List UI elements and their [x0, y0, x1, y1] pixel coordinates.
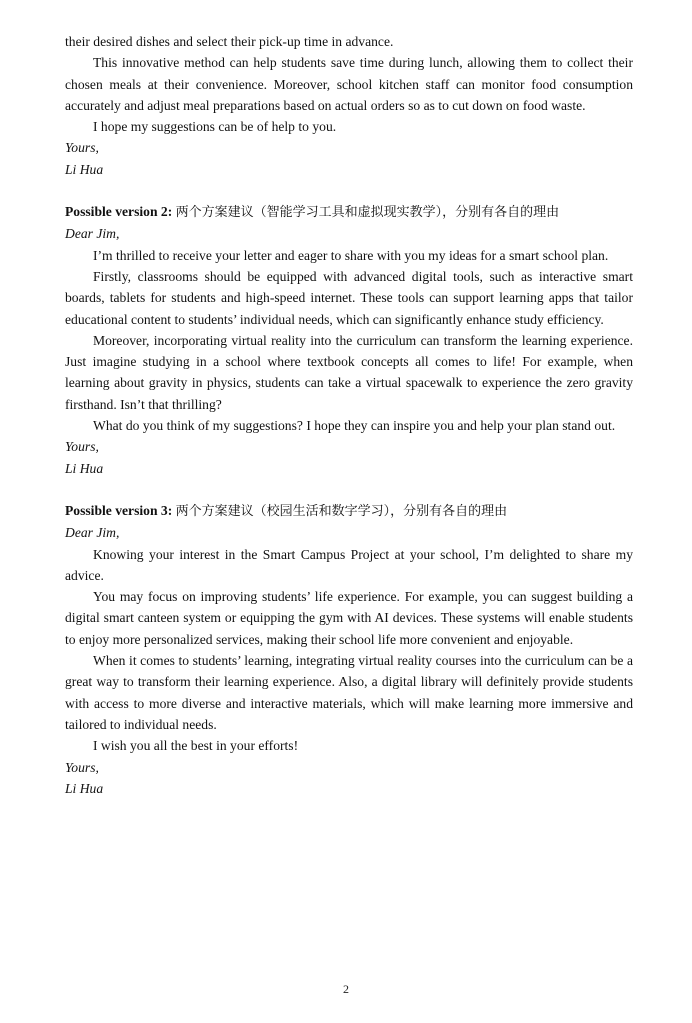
body-paragraph: You may focus on improving students’ life experience. For example, you can suggest building a digital smart canteen system or equipping the gym with AI devices. These systems will enable students to enjoy more personalized services, making their school life more convenient and enjoyable. [65, 589, 633, 647]
continued-line: their desired dishes and select their pick-up time in advance. [65, 34, 394, 49]
body-paragraph: I wish you all the best in your efforts! [93, 738, 299, 754]
version-3-label: Possible version 3: [65, 502, 173, 518]
body-paragraph: I hope my suggestions can be of help to you. [93, 119, 337, 135]
section-spacer [65, 180, 633, 201]
body-paragraph: Knowing your interest in the Smart Campus Project at your school, I’m delighted to share my advice. [65, 546, 633, 583]
letter-closing: Yours, [65, 140, 99, 156]
letter-closing: Yours, [65, 439, 99, 455]
letter-greeting: Dear Jim, [65, 525, 120, 541]
version-2-heading [65, 201, 633, 223]
body-paragraph: Moreover, incorporating virtual reality into the curriculum can transform the learning experience. Just imagine studying in a school where textbook concepts all comes to life! For example, when learning about gravity in physics, students can take a virtual spacewalk to experience the zero gravity firsthand. Isn’t that thrilling? [65, 332, 633, 412]
letter-signature: Li Hua [65, 161, 104, 177]
letter-greeting: Dear Jim, [65, 226, 120, 242]
version-3-note: 两个方案建议（校园生活和数字学习），分别有各自的理由 [175, 503, 508, 519]
body-paragraph: This innovative method can help students save time during lunch, allowing them to collect their chosen meals at their convenience. Moreover, school kitchen staff can monitor food consumption accurately and adjust meal preparations based on actual orders so as to cut down on food waste. [65, 55, 633, 113]
letter-signature: Li Hua [65, 780, 104, 796]
version-3-heading [65, 500, 633, 522]
body-paragraph: I’m thrilled to receive your letter and eager to share with you my ideas for a smart school plan. [93, 247, 609, 263]
body-paragraph: What do you think of my suggestions? I hope they can inspire you and help your plan stand out. [93, 418, 616, 434]
section-spacer [65, 479, 633, 500]
page-content [65, 31, 633, 799]
body-paragraph: When it comes to students’ learning, integrating virtual reality courses into the curriculum can be a great way to transform their learning experience. Also, a digital library will definitely provide students with access to more diverse and interactive materials, which will make learning more immersive and tailored to individual needs. [65, 653, 633, 732]
letter-closing: Yours, [65, 759, 99, 775]
page-number: 2 [343, 982, 349, 996]
body-paragraph: Firstly, classrooms should be equipped with advanced digital tools, such as interactive smart boards, tablets for students and high-speed internet. These tools can support learning apps that tailor educational content to students’ individual needs, which can significantly enhance study efficiency. [65, 268, 633, 327]
letter-signature: Li Hua [65, 460, 104, 476]
version-2-note: 两个方案建议（智能学习工具和虚拟现实教学），分别有各自的理由 [175, 205, 560, 221]
version-2-label: Possible version 2: [65, 204, 173, 220]
